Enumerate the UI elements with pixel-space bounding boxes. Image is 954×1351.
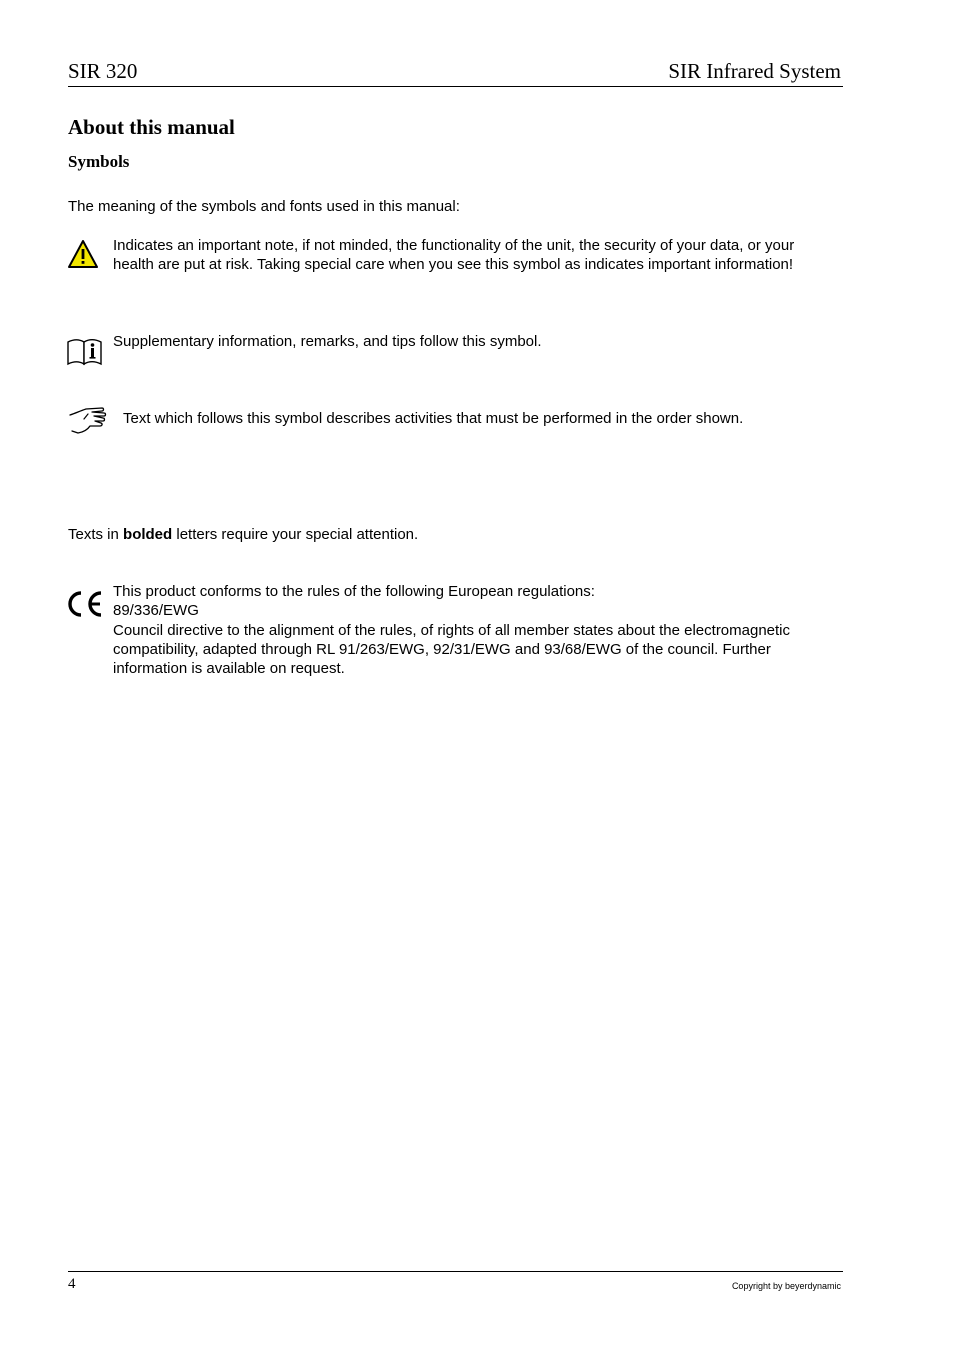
info-book-icon [66, 336, 103, 366]
bolded-note-suffix: letters require your special attention. [172, 526, 419, 543]
intro-text: The meaning of the symbols and fonts used in this manual: [68, 198, 460, 215]
header-product-name: SIR 320 [68, 59, 138, 83]
ce-regulations-intro: This product conforms to the rules of the following European regulations: [113, 583, 595, 600]
bolded-note-prefix: Texts in [68, 526, 124, 543]
action-symbol-description: Text which follows this symbol describes activities that must be performed in the order shown. [123, 410, 744, 427]
section-title: About this manual [68, 115, 235, 139]
warning-triangle-icon [67, 239, 99, 269]
copyright-notice: Copyright by beyerdynamic [731, 1281, 841, 1291]
info-symbol-description: Supplementary information, remarks, and tips follow this symbol. [113, 333, 542, 350]
bolded-text-note [68, 525, 418, 544]
page-number: 4 [68, 1276, 76, 1292]
bolded-note-emphasis: bolded [123, 526, 173, 543]
subsection-title: Symbols [68, 152, 130, 171]
header-system-name: SIR Infrared System [668, 59, 841, 83]
ce-directive-number: 89/336/EWG [113, 602, 199, 620]
warning-symbol-description: Indicates an important note, if not minded, the functionality of the unit, the security of your data, or your health are put at risk. Taking special care when you see this symbol as indicates important information! [113, 237, 795, 274]
ce-directive-description: Council directive to the alignment of the rules, of rights of all member states about the electromagnetic compatibility, adapted through RL 91/263/EWG, 92/31/EWG and 93/68/EWG of the council. Further information is available on request. [113, 621, 791, 678]
ce-conformity-text [113, 582, 843, 678]
pointing-hand-icon [68, 405, 110, 437]
ce-mark-icon [63, 589, 105, 619]
page-header [68, 58, 843, 87]
page-footer [68, 1271, 843, 1298]
